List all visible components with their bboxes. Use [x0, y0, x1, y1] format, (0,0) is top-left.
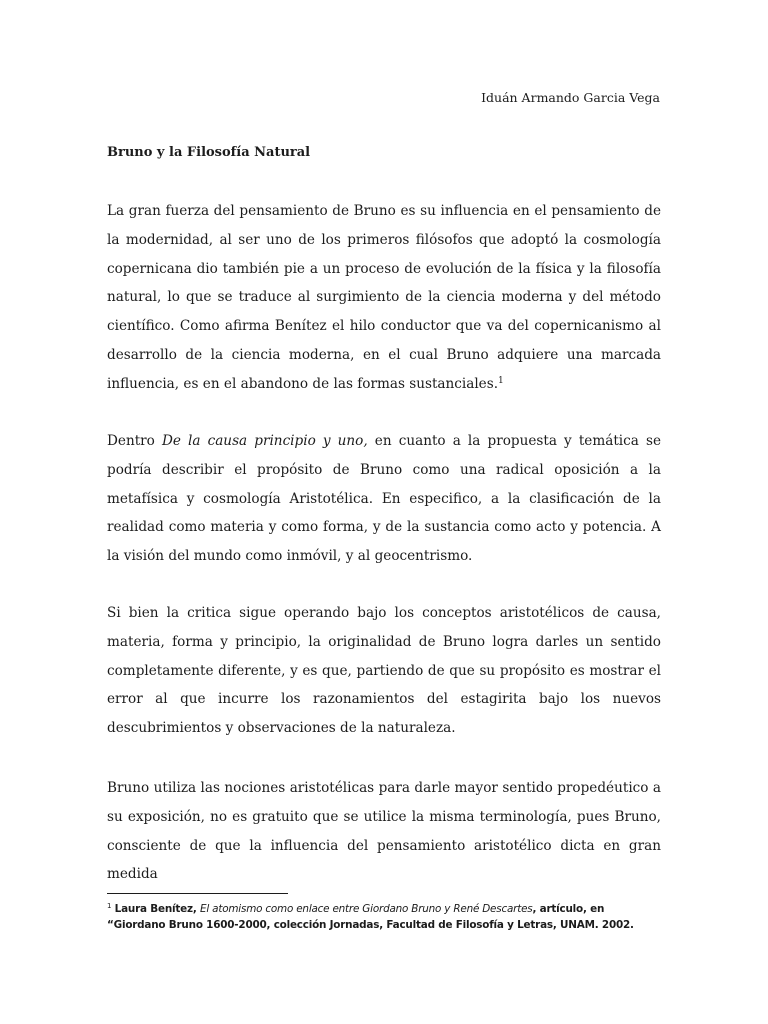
footnote-ref-1[interactable]: 1: [498, 375, 504, 386]
footnote-marker: 1: [107, 902, 112, 910]
paragraph-2-text-start: Dentro: [107, 433, 162, 449]
footnote-separator: [107, 893, 288, 894]
paragraph-1: [107, 197, 661, 399]
paragraph-1-text: La gran fuerza del pensamiento de Bruno es su influencia en el pensamiento de la modernidad, al ser uno de los primeros filósofos que adoptó la cosmología copernicana dio también pie a un proceso de evolución de la física y la filosofía natural, lo que se traduce al surgimiento de la ciencia moderna y del método científico. Como afirma Benítez el hilo conductor que va del copernicanismo al desarrollo de la ciencia moderna, en el cual Bruno adquiere una marcada influencia, es en el abandono de las formas sustanciales.: [107, 203, 661, 392]
footnote-work-title: El atomismo como enlace entre Giordano Bruno y René Descartes: [200, 903, 533, 915]
paragraph-3: Si bien la critica sigue operando bajo los conceptos aristotélicos de causa, materia, forma y principio, la originalidad de Bruno logra darles un sentido completamente diferente, y es que, partiendo de que su propósito es mostrar el error al que incurre los razonamientos del estagirita bajo los nuevos descubrimientos y observaciones de la naturaleza.: [107, 605, 661, 737]
paragraph-2-text-end: en cuanto a la propuesta y temática se podría describir el propósito de Bruno como una radical oposición a la metafísica y cosmología Aristotélica. En especifico, a la clasificación de la realidad como materia y como forma, y de la sustancia como acto y potencia. A la visión del mundo como inmóvil, y al geocentrismo.: [107, 433, 661, 565]
footnote-author: Laura Benítez,: [111, 903, 201, 915]
paragraph-4: Bruno utiliza las nociones aristotélicas para darle mayor sentido propedéutico a su exposición, no es gratuito que se utilice la misma terminología, pues Bruno, consciente de que la influencia del pensamiento aristotélico dicta en gran medida: [107, 780, 661, 883]
footnote-citation: , artículo, en “Giordano Bruno 1600-2000, colección Jornadas, Facultad de Filosofía y Letras, UNAM. 2002.: [107, 903, 634, 931]
paragraph-2: [107, 427, 661, 571]
book-title: De la causa principio y uno,: [161, 433, 368, 449]
author-name: Iduán Armando Garcia Vega: [481, 90, 660, 105]
document-title: Bruno y la Filosofía Natural: [107, 145, 311, 160]
footnote-1: [107, 901, 663, 933]
